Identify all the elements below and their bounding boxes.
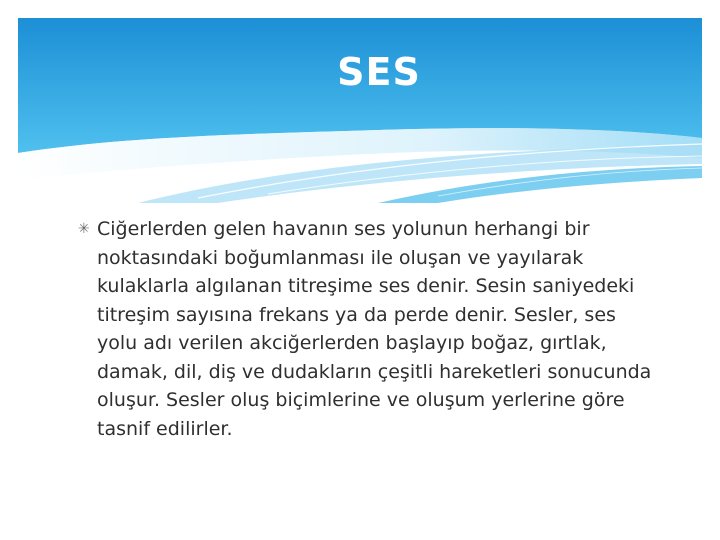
header-wave-graphic (18, 18, 702, 203)
list-item (78, 215, 658, 443)
slide-title: SES (337, 50, 421, 94)
bullet-list (78, 215, 658, 443)
asterisk-bullet-icon: ✳ (78, 221, 90, 237)
header-banner (18, 18, 702, 203)
bullet-text: Ciğerlerden gelen havanın ses yolunun herhangi bir noktasındaki boğumlanması ile oluşan ve yayılarak kulaklarla algılanan titreşime ses denir. Sesin saniyedeki titreşim sayısına frekans ya da perde denir. Sesler, ses yolu adı verilen akciğerlerden başlayıp boğaz, gırtlak, damak, dil, diş ve dudakların çeşitli hareketleri sonucunda oluşur. Sesler oluş biçimlerine ve oluşum yerlerine göre tasnif edilirler. (97, 218, 652, 440)
